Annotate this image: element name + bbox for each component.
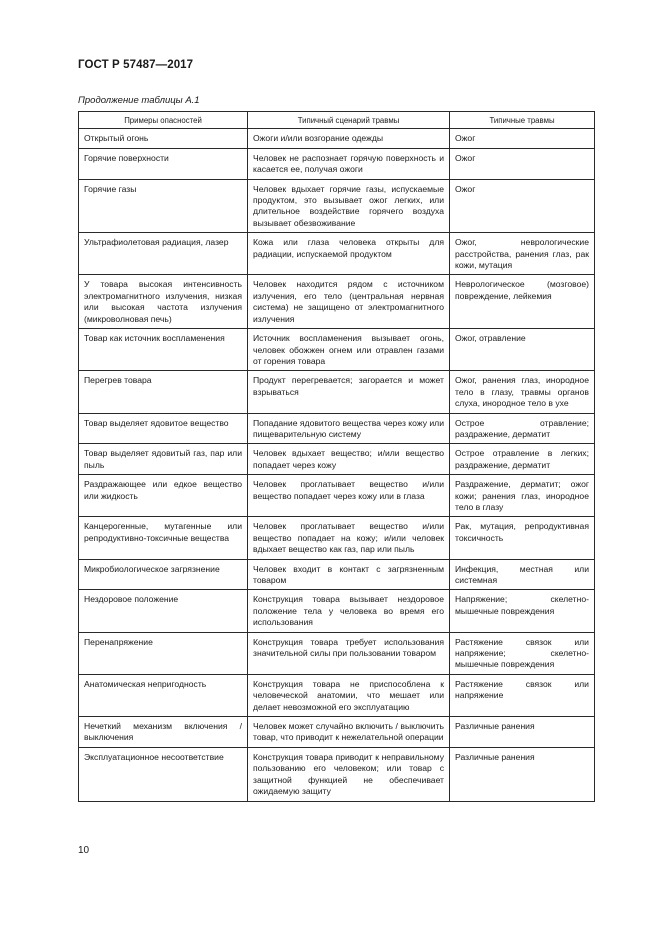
hazard-cell: Горячие поверхности xyxy=(79,148,248,179)
table-row xyxy=(79,129,595,148)
scenario-cell: Конструкция товара не приспособлена к человеческой анатомии, что мешает или делает невозможной его эксплуатацию xyxy=(248,674,450,716)
hazard-cell: Перенапряжение xyxy=(79,632,248,674)
injury-cell: Ожог, отравление xyxy=(450,329,595,371)
table-row xyxy=(79,632,595,674)
scenario-cell: Человек вдыхает вещество; и/или вещество попадает через кожу xyxy=(248,444,450,475)
scenario-cell: Источник воспламенения вызывает огонь, человек обожжен огнем или отравлен газами от горения товара xyxy=(248,329,450,371)
hazard-cell: Горячие газы xyxy=(79,179,248,233)
table-row xyxy=(79,444,595,475)
table-row xyxy=(79,413,595,444)
column-header-hazards: Примеры опасностей xyxy=(79,112,248,129)
column-header-scenario: Типичный сценарий травмы xyxy=(248,112,450,129)
table-row xyxy=(79,559,595,590)
table-row xyxy=(79,233,595,275)
scenario-cell: Кожа или глаза человека открыты для радиации, испускаемой продуктом xyxy=(248,233,450,275)
hazard-cell: Ультрафиолетовая радиация, лазер xyxy=(79,233,248,275)
hazard-cell: Анатомическая непригодность xyxy=(79,674,248,716)
table-row xyxy=(79,371,595,413)
table-row xyxy=(79,517,595,559)
hazard-cell: Открытый огонь xyxy=(79,129,248,148)
hazard-cell: У товара высокая интенсивность электромагнитного излучения, низкая или высокая частота излучения (микроволновая печь) xyxy=(79,275,248,329)
scenario-cell: Ожоги и/или возгорание одежды xyxy=(248,129,450,148)
scenario-cell: Человек не распознает горячую поверхность и касается ее, получая ожоги xyxy=(248,148,450,179)
injury-cell: Ожог, неврологические расстройства, ранения глаз, рак кожи, мутация xyxy=(450,233,595,275)
injury-cell: Ожог xyxy=(450,129,595,148)
table-row xyxy=(79,747,595,801)
scenario-cell: Человек проглатывает вещество и/или вещество попадает на кожу; и/или человек вдыхает вещество как газ, пар или пыль xyxy=(248,517,450,559)
hazard-cell: Товар как источник воспламенения xyxy=(79,329,248,371)
injury-cell: Неврологическое (мозговое) повреждение, лейкемия xyxy=(450,275,595,329)
injury-cell: Инфекция, местная или системная xyxy=(450,559,595,590)
scenario-cell: Человек может случайно включить / выключить товар, что приводит к нежелательной операции xyxy=(248,717,450,748)
scenario-cell: Конструкция товара приводит к неправильному пользованию его человеком; или товар с защитной функцией не обеспечивает ожидаемую защиту xyxy=(248,747,450,801)
table-row xyxy=(79,717,595,748)
document-id: ГОСТ Р 57487—2017 xyxy=(78,59,194,71)
column-header-injuries: Типичные травмы xyxy=(450,112,595,129)
table-row xyxy=(79,179,595,233)
table-row xyxy=(79,148,595,179)
table-row xyxy=(79,590,595,632)
injury-cell: Напряжение; скелетно-мышечные повреждения xyxy=(450,590,595,632)
scenario-cell: Человек находится рядом с источником излучения, его тело (центральная нервная система) не защищено от электромагнитного излучения xyxy=(248,275,450,329)
scenario-cell: Конструкция товара вызывает нездоровое положение тела у человека во время его использования xyxy=(248,590,450,632)
scenario-cell: Человек входит в контакт с загрязненным товаром xyxy=(248,559,450,590)
hazard-cell: Товар выделяет ядовитый газ, пар или пыль xyxy=(79,444,248,475)
injury-cell: Рак, мутация, репродуктивная токсичность xyxy=(450,517,595,559)
hazard-cell: Нездоровое положение xyxy=(79,590,248,632)
hazard-cell: Перегрев товара xyxy=(79,371,248,413)
hazards-table xyxy=(78,111,595,802)
injury-cell: Ожог xyxy=(450,148,595,179)
injury-cell: Ожог xyxy=(450,179,595,233)
table-caption: Продолжение таблицы А.1 xyxy=(78,95,200,106)
injury-cell: Острое отравление; раздражение, дерматит xyxy=(450,413,595,444)
scenario-cell: Человек проглатывает вещество и/или вещество попадает через кожу или в глаза xyxy=(248,475,450,517)
scenario-cell: Попадание ядовитого вещества через кожу или пищеварительную систему xyxy=(248,413,450,444)
hazard-cell: Канцерогенные, мутагенные или репродуктивно-токсичные вещества xyxy=(79,517,248,559)
injury-cell: Растяжение связок или напряжение xyxy=(450,674,595,716)
scenario-cell: Человек вдыхает горячие газы, испускаемые продуктом, это вызывает ожог легких, или длительное воздействие горячего воздуха вызывает обезвоживание xyxy=(248,179,450,233)
hazard-cell: Нечеткий механизм включения / выключения xyxy=(79,717,248,748)
injury-cell: Растяжение связок или напряжение; скелетно-мышечные повреждения xyxy=(450,632,595,674)
injury-cell: Различные ранения xyxy=(450,717,595,748)
scenario-cell: Конструкция товара требует использования значительной силы при пользовании товаром xyxy=(248,632,450,674)
table-header-row xyxy=(79,112,595,129)
injury-cell: Раздражение, дерматит; ожог кожи; ранения глаз, инородное тело в глазу xyxy=(450,475,595,517)
injury-cell: Острое отравление в легких; раздражение, дерматит xyxy=(450,444,595,475)
hazard-cell: Эксплуатационное несоответствие xyxy=(79,747,248,801)
table-row xyxy=(79,275,595,329)
injury-cell: Различные ранения xyxy=(450,747,595,801)
table-row xyxy=(79,475,595,517)
table-row xyxy=(79,674,595,716)
hazard-cell: Товар выделяет ядовитое вещество xyxy=(79,413,248,444)
scenario-cell: Продукт перегревается; загорается и может взрываться xyxy=(248,371,450,413)
page-number: 10 xyxy=(78,845,90,856)
hazard-cell: Микробиологическое загрязнение xyxy=(79,559,248,590)
hazard-cell: Раздражающее или едкое вещество или жидкость xyxy=(79,475,248,517)
table-row xyxy=(79,329,595,371)
injury-cell: Ожог, ранения глаз, инородное тело в глазу, травмы органов слуха, инородное тело в ухе xyxy=(450,371,595,413)
